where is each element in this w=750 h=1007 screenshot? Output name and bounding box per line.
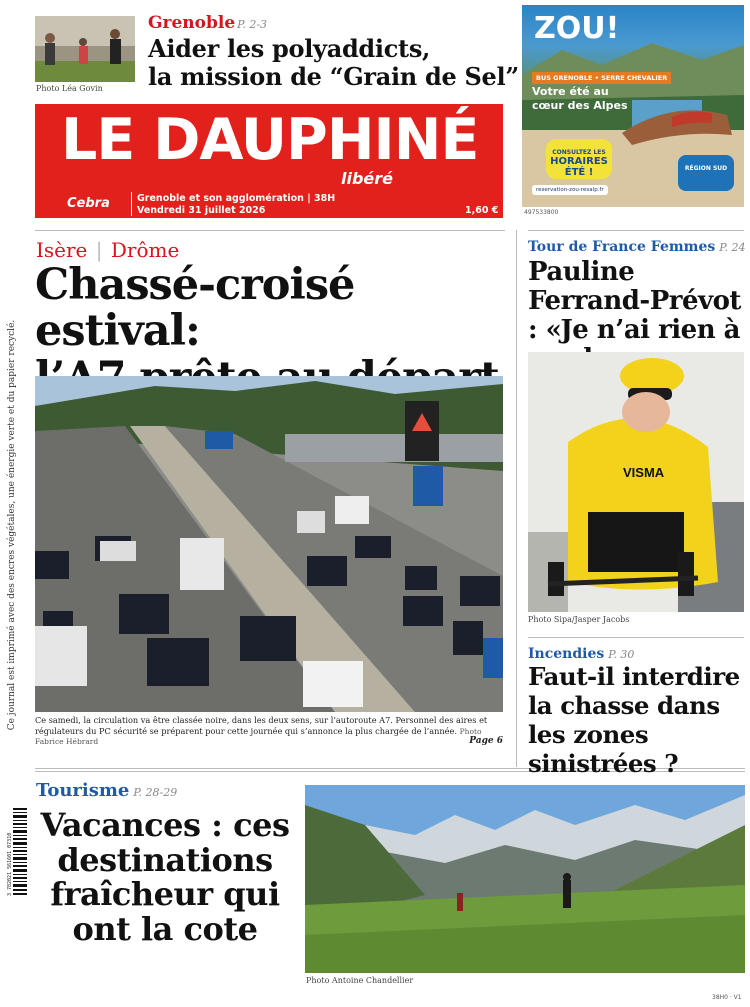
top-story-page: P. 2-3 (237, 18, 268, 31)
ad-brand: ZOU! (534, 11, 620, 46)
main-headline-line1: Chassé-croisé estival: (35, 260, 355, 357)
main-story-photo[interactable] (35, 376, 503, 712)
incendies-page: P. 30 (608, 648, 635, 661)
top-story-kicker-row (148, 13, 267, 33)
masthead-edition: Grenoble et son agglomération | 38H (137, 193, 336, 204)
tourisme-page: P. 28-29 (133, 786, 178, 799)
tdf-kicker[interactable]: Tour de France Femmes (528, 239, 716, 255)
barcode-number: 3 782021 561601 07310 (7, 832, 13, 896)
side-printing-note: Ce journal est imprimé avec des encres végétales, une énergie verte et du papier recyclé. (7, 319, 17, 731)
partner-logo: Cebra (67, 196, 110, 211)
divider (35, 230, 505, 231)
main-photo-credit: Photo Fabrice Hébrard (35, 726, 482, 747)
masthead-logo-sub: libéré (341, 169, 394, 188)
top-story-photo[interactable] (35, 16, 135, 82)
main-kicker-drome: Drôme (110, 238, 180, 262)
tdf-kicker-row (528, 239, 745, 255)
tourisme-photo[interactable] (305, 785, 745, 973)
tdf-photo-credit: Photo Sipa/Jasper Jacobs (528, 615, 630, 624)
ad-code: 497533800 (524, 209, 559, 216)
top-story-kicker[interactable]: Grenoble (148, 13, 236, 33)
main-story-page[interactable]: Page 6 (469, 736, 503, 747)
main-story-caption (35, 715, 503, 748)
column-divider (516, 230, 517, 767)
ad-badge-top: CONSULTEZ LES (552, 149, 606, 156)
svg-text:VISMA: VISMA (623, 465, 665, 480)
tdf-headline[interactable]: Pauline Ferrand-Prévot : «Je n’ai rien à (528, 257, 741, 346)
incendies-kicker[interactable]: Incendies (528, 646, 605, 662)
masthead-divider (131, 192, 132, 216)
incendies-kicker-row (528, 646, 634, 662)
edition-code: 38H0 · V1 (712, 994, 742, 1001)
masthead-logo: LE DAUPHINÉ (61, 107, 479, 173)
main-caption-text: Ce samedi, la circulation va être classée noire, dans les deux sens, sur l’autoroute A7. Personnel des aires et régulateurs du PC sécurité se préparent pour cette journée qui s’annonce la plus chargée de l’année. (35, 715, 488, 736)
advertisement[interactable] (522, 5, 744, 207)
tourisme-photo-credit: Photo Antoine Chandellier (306, 976, 414, 985)
ad-badge-main: HORAIRES ÉTÉ ! (550, 156, 608, 178)
masthead[interactable] (35, 104, 503, 218)
top-story-headline-line2: la mission de “Grain de Sel” (148, 62, 519, 92)
ad-badge (546, 139, 612, 179)
masthead-date: Vendredi 31 juillet 2026 (137, 205, 266, 216)
divider (528, 230, 744, 231)
tdf-photo[interactable] (528, 352, 744, 612)
ad-region-logo: RÉGION SUD (678, 155, 734, 191)
tourisme-headline[interactable]: Vacances : ces destinations fraîcheur qui ont la cote (40, 806, 290, 948)
main-story-kicker[interactable]: Isère | Drôme (36, 238, 180, 262)
divider (528, 637, 744, 638)
top-story-headline-line1: Aider les polyaddicts, (148, 34, 431, 63)
incendies-headline[interactable]: Faut-il interdire la chasse dans les zones sinistrées ? (528, 662, 740, 778)
tourisme-kicker[interactable]: Tourisme (36, 780, 130, 801)
tourisme-kicker-row (36, 780, 177, 801)
top-story-headline[interactable] (148, 35, 519, 92)
tdf-page: P. 24 (719, 241, 746, 254)
masthead-price: 1,60 € (465, 205, 499, 216)
ad-tagline: Votre été au cœur des Alpes (532, 85, 628, 112)
ad-url: reservation-zou-resalp.fr (532, 185, 608, 195)
main-kicker-isere: Isère (36, 238, 88, 262)
ad-route: BUS GRENOBLE • SERRE CHEVALIER (532, 72, 671, 84)
top-story-photo-credit: Photo Léa Govin (36, 84, 103, 93)
barcode (5, 808, 29, 896)
